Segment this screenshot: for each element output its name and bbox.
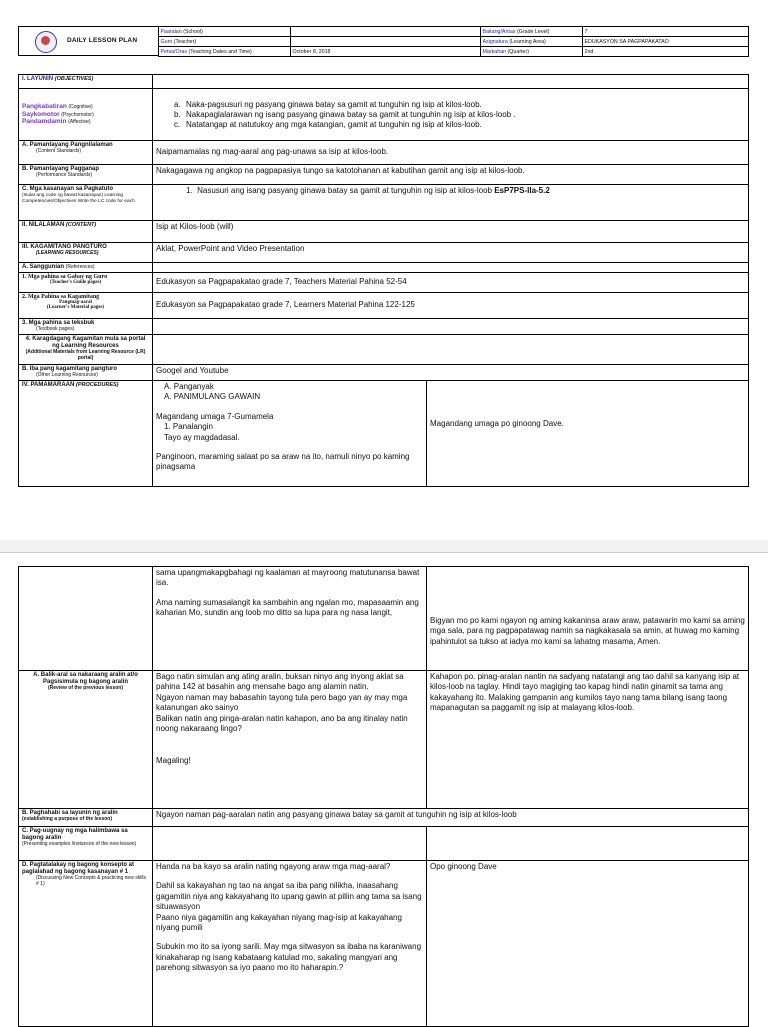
references-label: A. Sanggunian (References) [19,263,153,273]
competencies-text: 1. Nasusuri ang isang pasyang ginawa batay sa gamit at tunguhin ng isip at kilos-loob EsP7PS-IIa-5.2 [153,185,749,221]
header-label: Markahan (Quarter) [480,47,582,57]
resources-text: Aklat, PowerPoint and Video Presentation [153,243,749,263]
header-label: Asignatura (Learning Area) [480,37,582,47]
header-value: 7 [582,27,748,37]
review-label: A. Balik-aral sa nakaraang aralin at/o Pagsisimula ng bagong aralin (Review of the previous lesson) [19,671,153,809]
learner-material-label: 2. Mga Pahina sa Kagamitang Pangmag-aaral (Learner's Material pages) [19,293,153,319]
content-label: II. NILALAMAN (CONTENT) [19,221,153,243]
other-resources-text: Googel and Youtube [153,365,749,381]
competencies-label: C. Mga kasanayan sa Pagkatuto (Isulat ang code ng bawat kasanayan) Learning Competencies/Objectives Write the LC code for each [19,185,153,221]
discussion-student-cell: Opo ginoong Dave [427,861,749,1027]
header-value [290,27,480,37]
content-text: Isip at Kilos-loob (will) [153,221,749,243]
header-label: Guro (Teacher) [158,37,290,47]
objective-item: c. Natatangap at natutukoy ang mga katangian, gamit at tunguhin ng isip at kilos-loob. [174,119,482,129]
page-gap [0,540,768,552]
header-info-table [18,26,749,57]
resources-label: III. KAGAMITANG PANGTURO (LEARNING RESOURCES) [19,243,153,263]
objective-item: b. Nakapaglalarawan ng isang pasyang ginawa batay sa gamit at tunguhin ng isip at kilos-loob . [174,109,516,119]
review-student-cell: Kahapon po. pinag-aralan nantin na sadyang natatangi ang tao dahil sa kanyang isip at kilos-loob na taglay. Hindi tayo magiging tao kapag hindi natin ginamit sa tama ang kakayahang ito. Malaking gampanin ang kumilos tayo nang tama bilang isang taong mapanagutan sa paggamit ng isip at malayang kilos-loob. [427,671,749,809]
textbook-label: 3. Mga pahina sa teksbuk (Textbook pages) [19,319,153,335]
prayer-teacher-cell: sama upangmakapgbahagi ng kaalaman at mayroong matutunansa bawat isa. Ama naming sumasalangit ka sambahin ang ngalan mo, mapasaamin ang kaharian Mo, sundin ang loob mo ditto sa lupa para ng nasa langit, [153,567,427,671]
other-resources-label: B. Iba pang kagamitang pangturo (Other Learning Resources) [19,365,153,381]
additional-materials-label: 4. Karagdagang Kagamitan mula sa portal ng Learning Resources (Additional Materials from Learning Resource (LR) portal) [19,335,153,365]
header-label: Paaralan (School) [158,27,290,37]
header-label: Baitang/Antas (Grade Level) [480,27,582,37]
lesson-plan-table [18,74,749,487]
content-standards-label: A. Pamantayang Pangnilalaman (Content Standards) [19,141,153,165]
teacher-guide-label: 1. Mga pahina sa Gabay ng Guro (Teacher's Guide pages) [19,273,153,293]
examples-label: C. Pag-uugnay ng mga halimbawa sa bagong aralin (Presenting examples /instances of the new lesson) [19,827,153,861]
header-value: 2nd [582,47,748,57]
objective-domains: Pangkabatiran (Cognitive) Saykomotor (Psychomotor) Pandamdamin (Affective) [19,89,153,141]
objectives-heading: I. LAYUNIN (OBJECTIVES) [19,75,153,89]
header-value [290,37,480,47]
header-value: October 8, 2018 [290,47,480,57]
header-value: EDUKASYON SA PAGPAPAKATAO [582,37,748,47]
purpose-text: Ngayon naman pag-aaralan natin ang pasyang ginawa batay sa gamit at tunguhin ng isip at kilos-loob [153,809,749,827]
performance-standards-label: B. Pamantayang Pagganap (Performance Standards) [19,165,153,185]
document-title: DAILY LESSON PLAN [67,37,138,44]
prayer-student-cell: Bigyan mo po kami ngayon ng aming kakaninsa araw araw, patawarin mo kami sa aming mga sala, para ng pagpapatawag namin sa nagkakasala sa amin, at huwag mo kaming ipahintulot sa tukso at iadya mo kami sa lahatng masama, Amen. [427,567,749,671]
teacher-guide-text: Edukasyon sa Pagpapakatao grade 7, Teachers Material Pahina 52-54 [153,273,749,293]
procedures-label: IV. PAMAMARAAN (PROCEDURES) [19,381,153,487]
objective-item: a. Naka-pagsusuri ng pasyang ginawa batay sa gamit at tunguhin ng isip at kilos-loob. [174,99,482,109]
lesson-plan-table-continued [18,566,749,1027]
discussion-label: D. Pagtatalakay ng bagong konsepto at paglalahad ng bagong kasanayan # 1 (Discussing New Concepts & practicing new skills # 1) [19,861,153,1027]
review-teacher-cell: Bago natin simulan ang ating aralin, buksan ninyo ang inyong aklat sa pahina 142 at basahin ang mensahe bago ang alamin natin. Ngayon naman may babasahin tayong tula pero bago yan ay may mga katanungan ako sainyo Balikan natin ang pinga-aralan natin kahapon, ano ba ang itinalay natin noong nakaraang lingo? Magaling! [153,671,427,809]
procedures-teacher-cell: A. Panganyak A. PANIMULANG GAWAIN Magandang umaga 7-Gumamela 1. Panalangin Tayo ay magdadasal. Panginoon, maraming salaat po sa araw na ito, namuli ninyo po kaming pinagsama [153,381,427,487]
procedures-student-cell: Magandang umaga po ginoong Dave. [427,381,749,487]
performance-standards-text: Nakagagawa ng angkop na pagpapasiya tungo sa katotohanan at kabutihan gamit ang isip at kilos-loob. [153,165,749,185]
learner-material-text: Edukasyon sa Pagpapakatao grade 7, Learners Material Pahina 122-125 [153,293,749,319]
discussion-teacher-cell: Handa na ba kayo sa aralin nating ngayong araw mga mag-aaral? Dahil sa kakayahan ng tao na angat sa iba pang nilikha, inaasahang gagamitin niya ang kakayahang ito upang gawin at piliin ang tama sa isang situawasyon Paano niya gagamitin ang kakayahan niyang mag-isip at kakayahang niyang pumili Subukin mo ito sa iyong sarili. May mga sitwasyon sa ibaba na karaniwang kinakaharap ng isang kabataang katulad mo, sakaling mangyari ang parehong sitwasyon sa iyo paano mo ito haharapin.? [153,861,427,1027]
content-standards-text: Naipamamalas ng mag-aaral ang pag-unawa sa isip at kilos-loob. [153,141,749,165]
header-label: Petsa/Oras (Teaching Dates and Time) [158,47,290,57]
objectives-list-cell [153,89,749,141]
purpose-label: B. Paghahabi sa layunin ng aralin (establishing a purpose of the lesson) [19,809,153,827]
